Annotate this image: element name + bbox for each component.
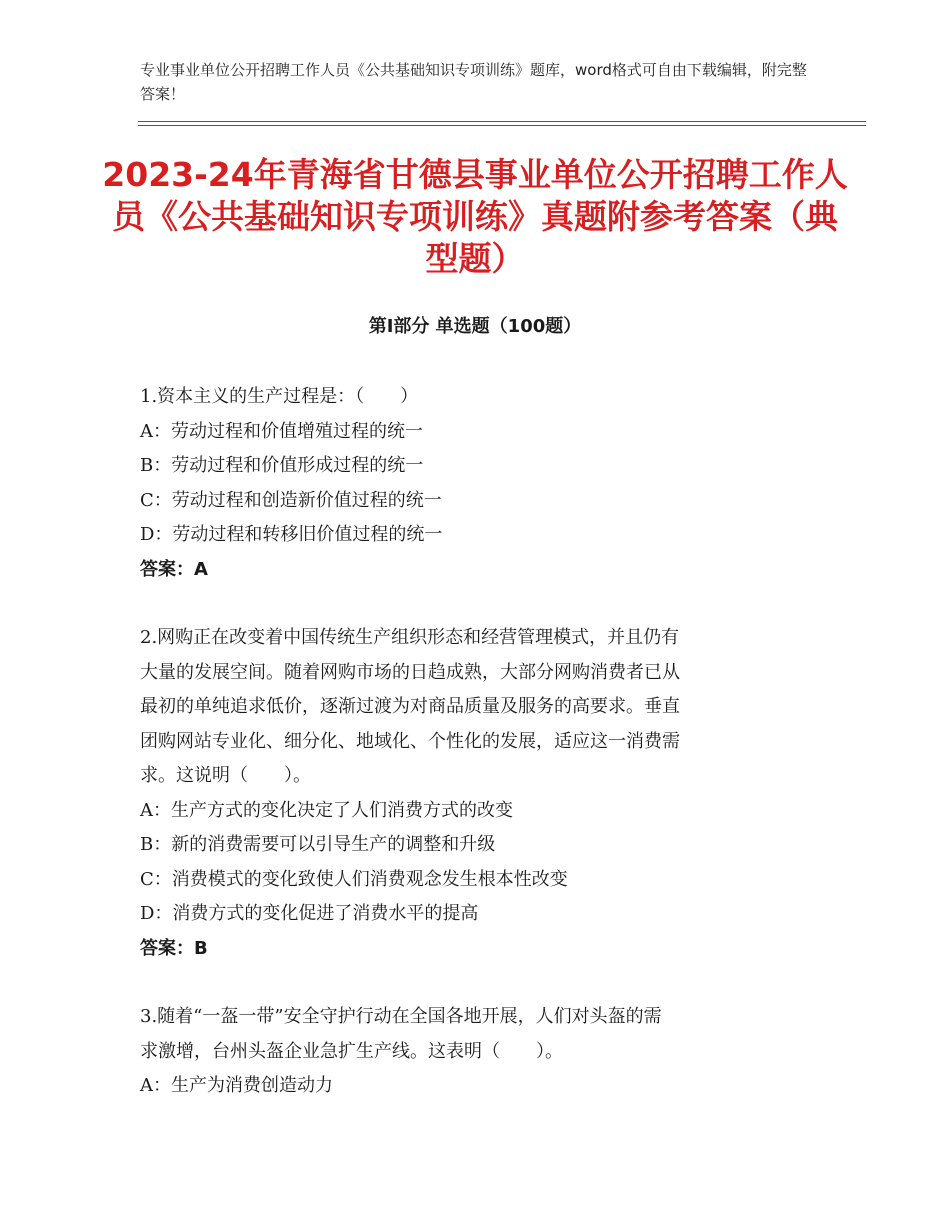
- option-c: C：消费模式的变化致使人们消费观念发生根本性改变: [140, 868, 568, 890]
- header-divider: [138, 121, 866, 122]
- option-a: A：劳动过程和价值增殖过程的统一: [140, 420, 423, 442]
- question-2: [140, 621, 810, 966]
- option-b: B：劳动过程和价值形成过程的统一: [140, 455, 424, 476]
- question-stem-line: 求。这说明（ ）。: [140, 765, 311, 786]
- question-stem-line: 3.随着“一盔一带”安全守护行动在全国各地开展，人们对头盔的需: [140, 1006, 662, 1027]
- question-3: [140, 1000, 810, 1104]
- option-d: D：劳动过程和转移旧价值过程的统一: [140, 524, 443, 545]
- question-stem-line: 大量的发展空间。随着网购市场的日趋成熟，大部分网购消费者已从: [140, 661, 680, 683]
- option-a: A：生产为消费创造动力: [140, 1075, 333, 1096]
- answer: 答案：A: [140, 558, 208, 580]
- question-stem-line: 团购网站专业化、细分化、地域化、个性化的发展，适应这一消费需: [140, 730, 680, 752]
- question-stem-line: 1.资本主义的生产过程是：（ ）: [140, 386, 419, 407]
- section-title: 第I部分 单选题（100题）: [368, 316, 582, 337]
- header-note: 专业事业单位公开招聘工作人员《公共基础知识专项训练》题库，word格式可自由下载编辑，附完整答案！: [140, 61, 807, 103]
- option-d: D：消费方式的变化促进了消费水平的提高: [140, 903, 479, 924]
- option-a: A：生产方式的变化决定了人们消费方式的改变: [140, 799, 513, 821]
- header-divider-second: [138, 125, 866, 126]
- document-title: 2023-24年青海省甘德县事业单位公开招聘工作人员《公共基础知识专项训练》真题附参考答案（典型题）: [102, 155, 848, 278]
- question-1: [140, 380, 810, 587]
- question-list: [140, 380, 810, 1138]
- option-b: B：新的消费需要可以引导生产的调整和升级: [140, 834, 496, 855]
- option-c: C：劳动过程和创造新价值过程的统一: [140, 489, 442, 511]
- question-stem-line: 2.网购正在改变着中国传统生产组织形态和经营管理模式，并且仍有: [140, 627, 680, 648]
- question-stem-line: 最初的单纯追求低价，逐渐过渡为对商品质量及服务的高要求。垂直: [140, 696, 680, 717]
- question-stem-line: 求激增，台州头盔企业急扩生产线。这表明（ ）。: [140, 1040, 563, 1062]
- answer: 答案：B: [140, 937, 208, 959]
